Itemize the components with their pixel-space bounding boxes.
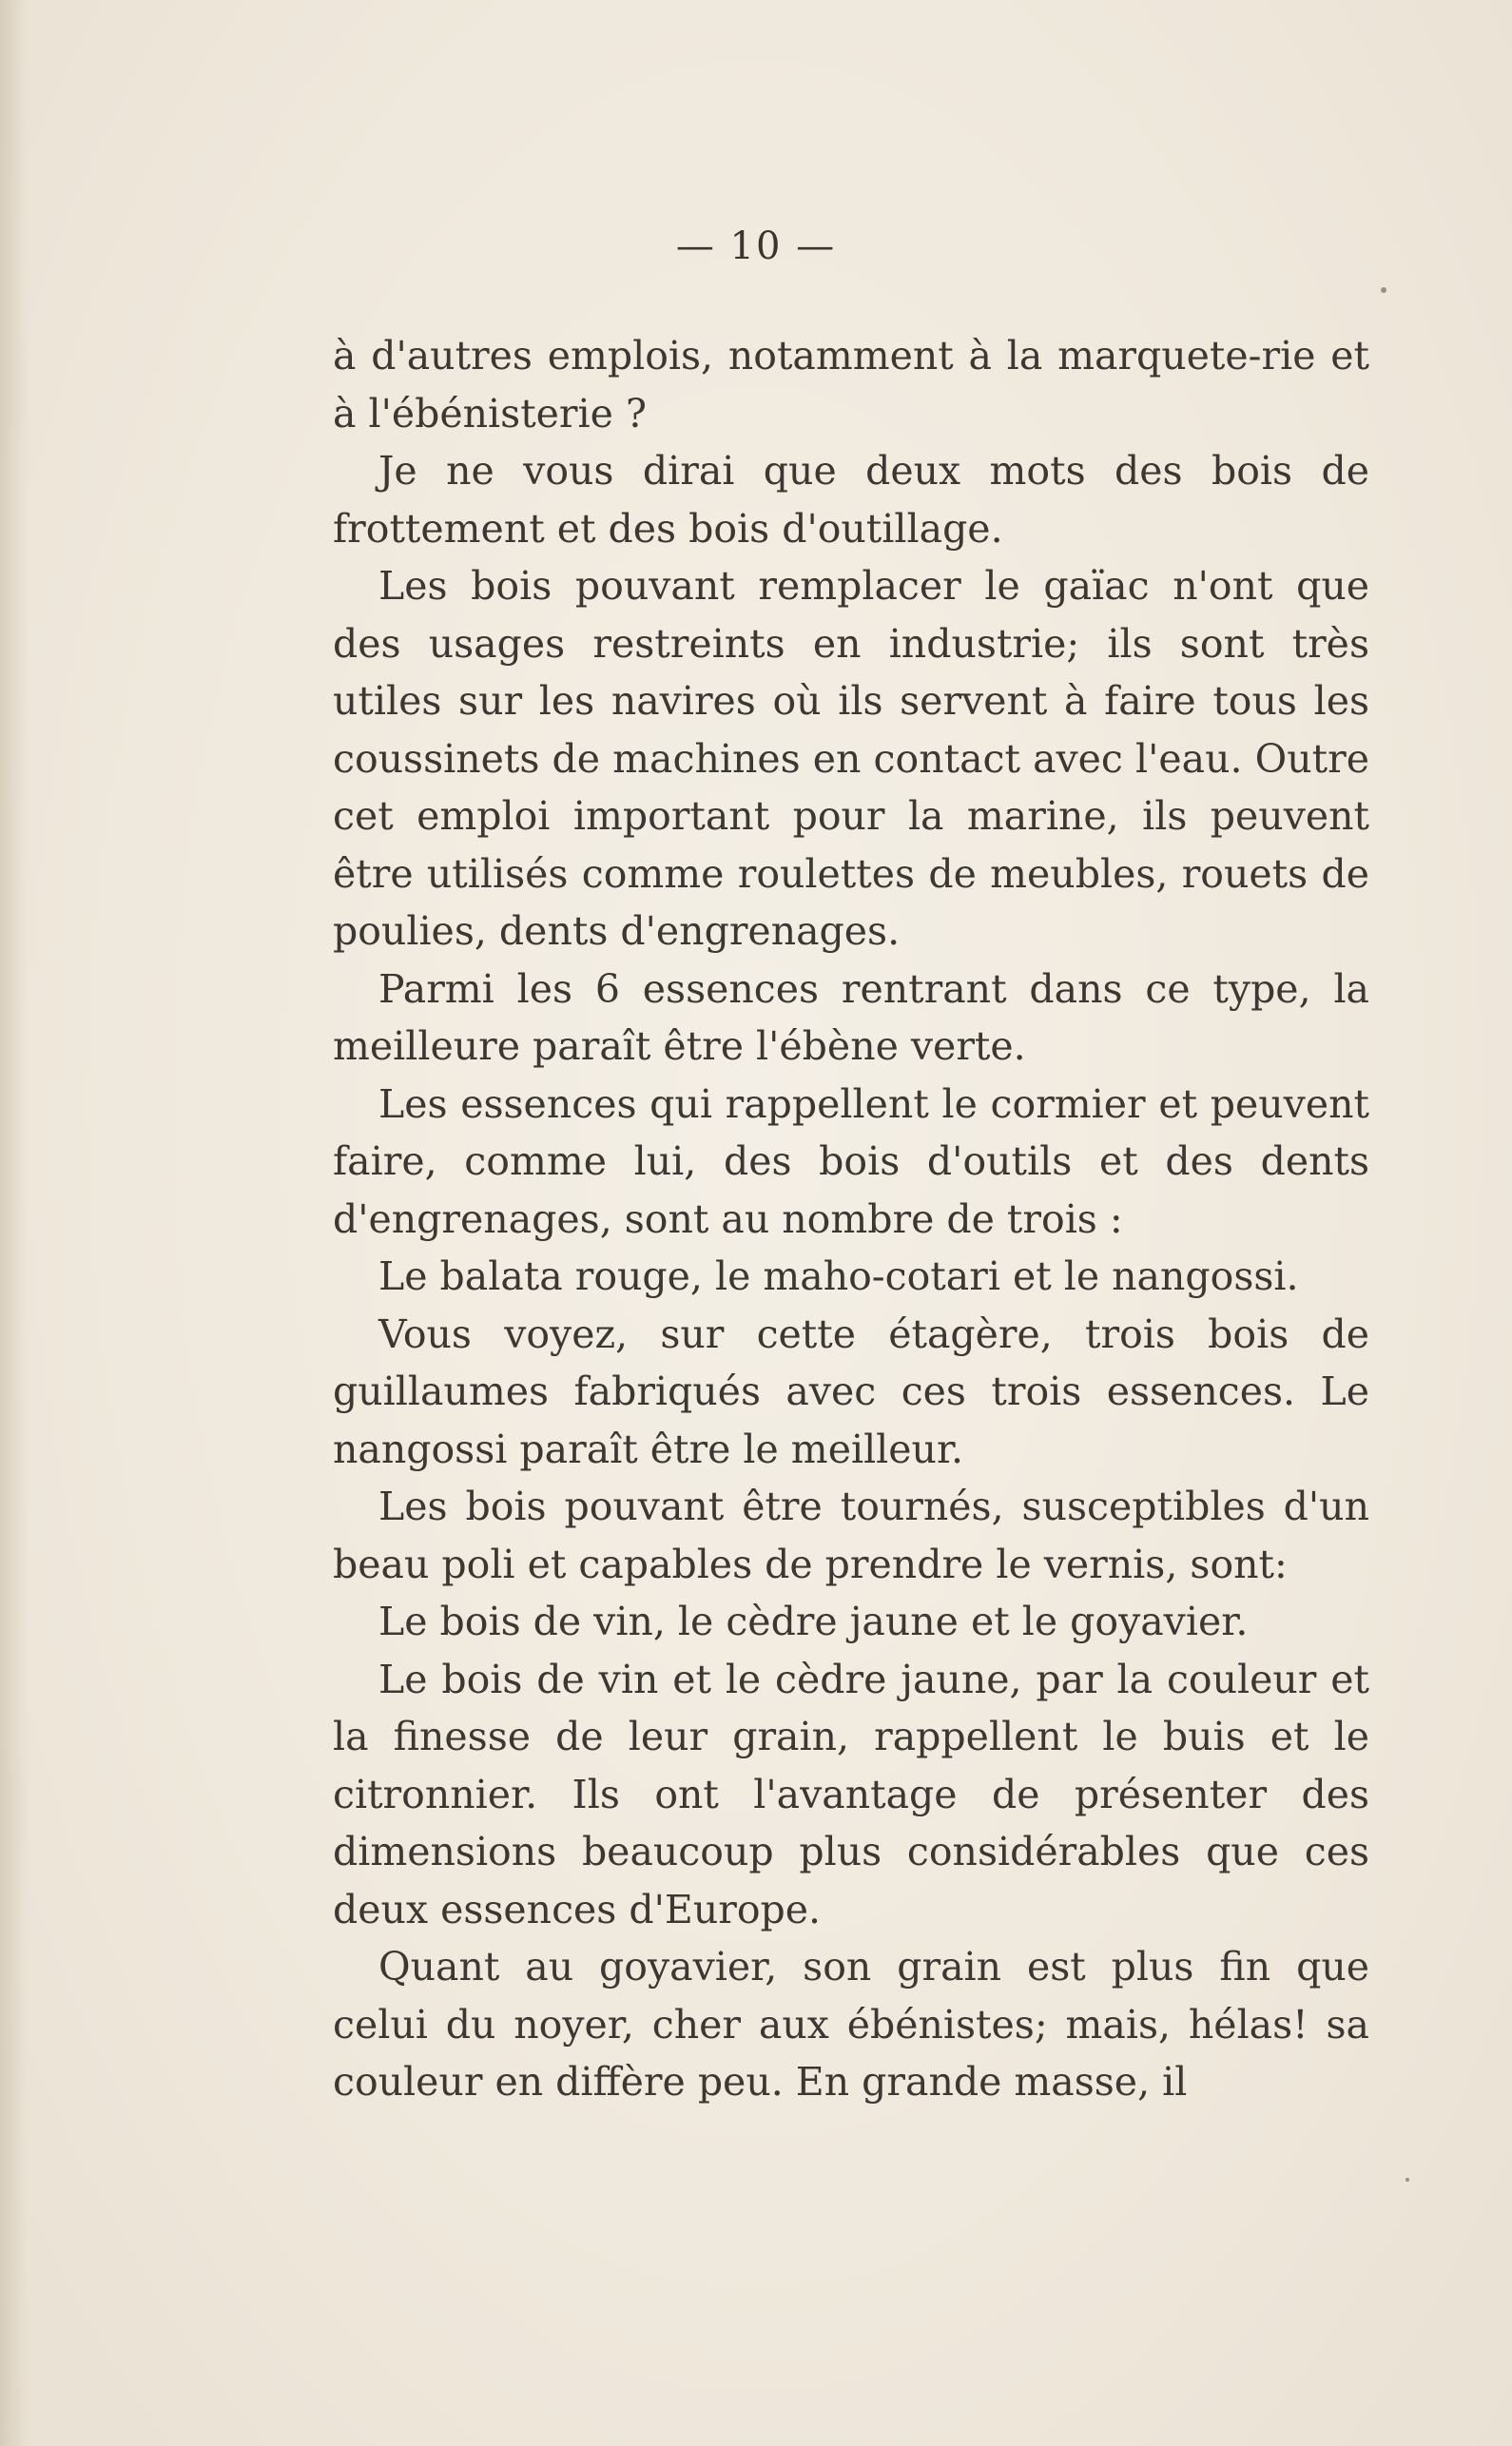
- paragraph: à d'autres emplois, notamment à la marquete-rie et à l'ébénisterie ?: [333, 333, 1369, 437]
- paragraph: Les essences qui rappellent le cormier et peuvent faire, comme lui, des bois d'outils et des dents d'engrenages, sont au nombre de trois :: [333, 1080, 1369, 1242]
- paragraph: Je ne vous dirai que deux mots des bois de frottement et des bois d'outillage.: [333, 448, 1369, 552]
- page-number: — 10 —: [675, 224, 837, 268]
- paper-speck: [1405, 2178, 1409, 2182]
- paragraph: Les bois pouvant être tournés, susceptibles d'un beau poli et capables de prendre le vernis, sont:: [333, 1484, 1369, 1587]
- body-text: [333, 327, 1369, 2111]
- paragraph: Le bois de vin et le cèdre jaune, par la couleur et la finesse de leur grain, rappellent le buis et le citronnier. Ils ont l'avantage de présenter des dimensions beaucoup plus considérables que ces deux essences d'Europe.: [333, 1656, 1369, 1932]
- paragraph: Vous voyez, sur cette étagère, trois bois de guillaumes fabriqués avec ces trois essences. Le nangossi paraît être le meilleur.: [333, 1310, 1369, 1472]
- paper-speck: [1381, 287, 1386, 293]
- paragraph: Parmi les 6 essences rentrant dans ce type, la meilleure paraît être l'ébène verte.: [333, 965, 1369, 1069]
- paragraph: Le balata rouge, le maho-cotari et le nangossi.: [378, 1253, 1299, 1299]
- paragraph: Les bois pouvant remplacer le gaïac n'ont que des usages restreints en industrie; ils sont très utiles sur les navires où ils servent à faire tous les coussinets de machines en contact avec l'eau. Outre cet emploi important pour la marine, ils peuvent être utilisés comme roulettes de meubles, rouets de poulies, dents d'engrenages.: [333, 563, 1369, 954]
- paragraph: Le bois de vin, le cèdre jaune et le goyavier.: [378, 1599, 1249, 1644]
- page-edge-shadow: [0, 0, 29, 2446]
- paragraph: Quant au goyavier, son grain est plus fin que celui du noyer, cher aux ébénistes; mais, hélas! sa couleur en diffère peu. En grande masse, il: [333, 1944, 1369, 2105]
